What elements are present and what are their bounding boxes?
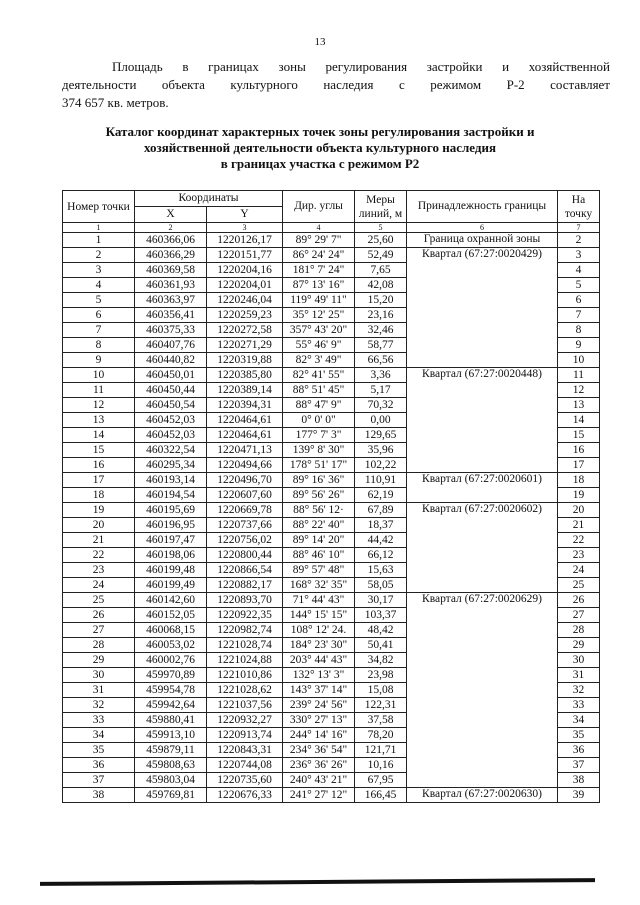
to-point-cell: 7: [558, 308, 600, 323]
direction-angle-cell: 139° 8' 30": [283, 443, 355, 458]
to-point-cell: 6: [558, 293, 600, 308]
to-point-cell: 32: [558, 683, 600, 698]
to-point-cell: 25: [558, 578, 600, 593]
to-point-cell: 17: [558, 458, 600, 473]
direction-angle-cell: 236° 36' 26": [283, 758, 355, 773]
to-point-cell: 21: [558, 518, 600, 533]
point-number-cell: 30: [63, 668, 135, 683]
y-coordinate-cell: 1220882,17: [207, 578, 283, 593]
x-coordinate-cell: 459803,04: [135, 773, 207, 788]
direction-angle-cell: 89° 14' 20": [283, 533, 355, 548]
to-point-cell: 31: [558, 668, 600, 683]
column-number: 3: [207, 223, 283, 233]
direction-angle-cell: 89° 57' 48": [283, 563, 355, 578]
to-point-cell: 3: [558, 248, 600, 263]
y-coordinate-cell: 1220471,13: [207, 443, 283, 458]
point-number-cell: 13: [63, 413, 135, 428]
line-length-cell: 62,19: [355, 488, 407, 503]
point-number-cell: 16: [63, 458, 135, 473]
header-boundary-owner: Принадлежность границы: [407, 191, 558, 223]
x-coordinate-cell: 460452,03: [135, 413, 207, 428]
line-length-cell: 15,63: [355, 563, 407, 578]
line-length-cell: 3,36: [355, 368, 407, 383]
line-length-cell: 10,16: [355, 758, 407, 773]
line-length-cell: 35,96: [355, 443, 407, 458]
x-coordinate-cell: 460053,02: [135, 638, 207, 653]
to-point-cell: 14: [558, 413, 600, 428]
point-number-cell: 4: [63, 278, 135, 293]
x-coordinate-cell: 460152,05: [135, 608, 207, 623]
direction-angle-cell: 177° 7' 3": [283, 428, 355, 443]
column-number: 5: [355, 223, 407, 233]
header-to-point: На точку: [558, 191, 600, 223]
to-point-cell: 37: [558, 758, 600, 773]
line-length-cell: 70,32: [355, 398, 407, 413]
boundary-owner-cell: Квартал (67:27:0020602): [407, 503, 558, 593]
to-point-cell: 8: [558, 323, 600, 338]
table-row: [63, 368, 600, 383]
x-coordinate-cell: 459954,78: [135, 683, 207, 698]
line-length-cell: 23,16: [355, 308, 407, 323]
x-coordinate-cell: 460002,76: [135, 653, 207, 668]
x-coordinate-cell: 460197,47: [135, 533, 207, 548]
y-coordinate-cell: 1220676,33: [207, 788, 283, 803]
x-coordinate-cell: 459880,41: [135, 713, 207, 728]
point-number-cell: 7: [63, 323, 135, 338]
point-number-cell: 27: [63, 623, 135, 638]
point-number-cell: 31: [63, 683, 135, 698]
to-point-cell: 26: [558, 593, 600, 608]
to-point-cell: 9: [558, 338, 600, 353]
to-point-cell: 13: [558, 398, 600, 413]
direction-angle-cell: 240° 43' 21": [283, 773, 355, 788]
direction-angle-cell: 82° 3' 49": [283, 353, 355, 368]
x-coordinate-cell: 460375,33: [135, 323, 207, 338]
line-length-cell: 50,41: [355, 638, 407, 653]
intro-line-1: Площадь в границах зоны регулирования застройки и хозяйственной: [112, 59, 610, 74]
line-length-cell: 122,31: [355, 698, 407, 713]
y-coordinate-cell: 1220151,77: [207, 248, 283, 263]
point-number-cell: 26: [63, 608, 135, 623]
y-coordinate-cell: 1220271,29: [207, 338, 283, 353]
direction-angle-cell: 88° 46' 10": [283, 548, 355, 563]
y-coordinate-cell: 1220932,27: [207, 713, 283, 728]
y-coordinate-cell: 1220982,74: [207, 623, 283, 638]
line-length-cell: 32,46: [355, 323, 407, 338]
x-coordinate-cell: 460322,54: [135, 443, 207, 458]
x-coordinate-cell: 459769,81: [135, 788, 207, 803]
y-coordinate-cell: 1220204,16: [207, 263, 283, 278]
direction-angle-cell: 89° 16' 36": [283, 473, 355, 488]
line-length-cell: 110,91: [355, 473, 407, 488]
y-coordinate-cell: 1220126,17: [207, 233, 283, 248]
direction-angle-cell: 71° 44' 43": [283, 593, 355, 608]
x-coordinate-cell: 459808,63: [135, 758, 207, 773]
intro-line-3: 374 657 кв. метров.: [62, 95, 169, 110]
boundary-owner-cell: Квартал (67:27:0020601): [407, 473, 558, 503]
point-number-cell: 23: [63, 563, 135, 578]
point-number-cell: 19: [63, 503, 135, 518]
to-point-cell: 27: [558, 608, 600, 623]
direction-angle-cell: 89° 29' 7": [283, 233, 355, 248]
line-length-cell: 48,42: [355, 623, 407, 638]
to-point-cell: 24: [558, 563, 600, 578]
y-coordinate-cell: 1220893,70: [207, 593, 283, 608]
line-length-cell: 15,08: [355, 683, 407, 698]
x-coordinate-cell: 459970,89: [135, 668, 207, 683]
direction-angle-cell: 132° 13' 3": [283, 668, 355, 683]
x-coordinate-cell: 459942,64: [135, 698, 207, 713]
y-coordinate-cell: 1220756,02: [207, 533, 283, 548]
line-length-cell: 67,95: [355, 773, 407, 788]
y-coordinate-cell: 1220246,04: [207, 293, 283, 308]
point-number-cell: 1: [63, 233, 135, 248]
point-number-cell: 6: [63, 308, 135, 323]
y-coordinate-cell: 1221010,86: [207, 668, 283, 683]
x-coordinate-cell: 460366,06: [135, 233, 207, 248]
direction-angle-cell: 55° 46' 9": [283, 338, 355, 353]
table-row: [63, 473, 600, 488]
point-number-cell: 32: [63, 698, 135, 713]
direction-angle-cell: 181° 7' 24": [283, 263, 355, 278]
to-point-cell: 15: [558, 428, 600, 443]
x-coordinate-cell: 460450,01: [135, 368, 207, 383]
header-y: Y: [207, 207, 283, 223]
x-coordinate-cell: 460198,06: [135, 548, 207, 563]
line-length-cell: 15,20: [355, 293, 407, 308]
line-length-cell: 66,12: [355, 548, 407, 563]
column-number: 6: [407, 223, 558, 233]
line-length-cell: 44,42: [355, 533, 407, 548]
to-point-cell: 29: [558, 638, 600, 653]
direction-angle-cell: 241° 27' 12": [283, 788, 355, 803]
line-length-cell: 103,37: [355, 608, 407, 623]
y-coordinate-cell: 1220204,01: [207, 278, 283, 293]
line-length-cell: 102,22: [355, 458, 407, 473]
catalog-heading: [0, 124, 640, 172]
point-number-cell: 3: [63, 263, 135, 278]
y-coordinate-cell: 1220272,58: [207, 323, 283, 338]
to-point-cell: 2: [558, 233, 600, 248]
boundary-owner-cell: Граница охранной зоны: [407, 233, 558, 248]
direction-angle-cell: 88° 56' 12·: [283, 503, 355, 518]
y-coordinate-cell: 1220913,74: [207, 728, 283, 743]
to-point-cell: 30: [558, 653, 600, 668]
y-coordinate-cell: 1220319,88: [207, 353, 283, 368]
to-point-cell: 19: [558, 488, 600, 503]
y-coordinate-cell: 1220496,70: [207, 473, 283, 488]
line-length-cell: 58,77: [355, 338, 407, 353]
x-coordinate-cell: 459879,11: [135, 743, 207, 758]
direction-angle-cell: 87° 13' 16": [283, 278, 355, 293]
point-number-cell: 9: [63, 353, 135, 368]
to-point-cell: 34: [558, 713, 600, 728]
column-number: 4: [283, 223, 355, 233]
point-number-cell: 18: [63, 488, 135, 503]
x-coordinate-cell: 460142,60: [135, 593, 207, 608]
line-length-cell: 58,05: [355, 578, 407, 593]
point-number-cell: 37: [63, 773, 135, 788]
direction-angle-cell: 82° 41' 55": [283, 368, 355, 383]
point-number-cell: 38: [63, 788, 135, 803]
direction-angle-cell: 178° 51' 17": [283, 458, 355, 473]
direction-angle-cell: 89° 56' 26": [283, 488, 355, 503]
x-coordinate-cell: 460068,15: [135, 623, 207, 638]
line-length-cell: 37,58: [355, 713, 407, 728]
to-point-cell: 18: [558, 473, 600, 488]
x-coordinate-cell: 460366,29: [135, 248, 207, 263]
table-row: [63, 503, 600, 518]
to-point-cell: 11: [558, 368, 600, 383]
y-coordinate-cell: 1220737,66: [207, 518, 283, 533]
to-point-cell: 20: [558, 503, 600, 518]
x-coordinate-cell: 460295,34: [135, 458, 207, 473]
x-coordinate-cell: 460361,93: [135, 278, 207, 293]
y-coordinate-cell: 1220843,31: [207, 743, 283, 758]
column-number: 7: [558, 223, 600, 233]
direction-angle-cell: 168° 32' 35": [283, 578, 355, 593]
point-number-cell: 12: [63, 398, 135, 413]
boundary-owner-cell: Квартал (67:27:0020629): [407, 593, 558, 788]
x-coordinate-cell: 460356,41: [135, 308, 207, 323]
header-point-number: Номер точки: [63, 191, 135, 223]
to-point-cell: 36: [558, 743, 600, 758]
point-number-cell: 33: [63, 713, 135, 728]
to-point-cell: 23: [558, 548, 600, 563]
direction-angle-cell: 203° 44' 43": [283, 653, 355, 668]
to-point-cell: 22: [558, 533, 600, 548]
table-row: [63, 248, 600, 263]
y-coordinate-cell: 1220735,60: [207, 773, 283, 788]
y-coordinate-cell: 1221028,74: [207, 638, 283, 653]
table-row: [63, 593, 600, 608]
line-length-cell: 7,65: [355, 263, 407, 278]
point-number-cell: 20: [63, 518, 135, 533]
direction-angle-cell: 234° 36' 54": [283, 743, 355, 758]
table-body: [63, 233, 600, 803]
direction-angle-cell: 88° 47' 9": [283, 398, 355, 413]
y-coordinate-cell: 1220607,60: [207, 488, 283, 503]
to-point-cell: 5: [558, 278, 600, 293]
y-coordinate-cell: 1221024,88: [207, 653, 283, 668]
intro-line-2: деятельности объекта культурного наследия с режимом Р-2 составляет: [62, 77, 610, 92]
point-number-cell: 22: [63, 548, 135, 563]
point-number-cell: 36: [63, 758, 135, 773]
x-coordinate-cell: 460440,82: [135, 353, 207, 368]
y-coordinate-cell: 1220866,54: [207, 563, 283, 578]
y-coordinate-cell: 1220259,23: [207, 308, 283, 323]
table-row: [63, 233, 600, 248]
line-length-cell: 23,98: [355, 668, 407, 683]
intro-paragraph: [62, 58, 610, 112]
direction-angle-cell: 239° 24' 56": [283, 698, 355, 713]
point-number-cell: 34: [63, 728, 135, 743]
point-number-cell: 11: [63, 383, 135, 398]
direction-angle-cell: 86° 24' 24": [283, 248, 355, 263]
header-directional-angles: Дир. углы: [283, 191, 355, 223]
line-length-cell: 42,08: [355, 278, 407, 293]
x-coordinate-cell: 460450,54: [135, 398, 207, 413]
point-number-cell: 14: [63, 428, 135, 443]
direction-angle-cell: 330° 27' 13": [283, 713, 355, 728]
line-length-cell: 78,20: [355, 728, 407, 743]
direction-angle-cell: 244° 14' 16": [283, 728, 355, 743]
y-coordinate-cell: 1220385,80: [207, 368, 283, 383]
boundary-owner-cell: Квартал (67:27:0020429): [407, 248, 558, 368]
column-number: 1: [63, 223, 135, 233]
x-coordinate-cell: 460363,97: [135, 293, 207, 308]
to-point-cell: 28: [558, 623, 600, 638]
direction-angle-cell: 357° 43' 20": [283, 323, 355, 338]
line-length-cell: 25,60: [355, 233, 407, 248]
point-number-cell: 28: [63, 638, 135, 653]
line-length-cell: 67,89: [355, 503, 407, 518]
x-coordinate-cell: 460452,03: [135, 428, 207, 443]
column-number: 2: [135, 223, 207, 233]
x-coordinate-cell: 460199,48: [135, 563, 207, 578]
x-coordinate-cell: 460407,76: [135, 338, 207, 353]
point-number-cell: 2: [63, 248, 135, 263]
x-coordinate-cell: 460450,44: [135, 383, 207, 398]
to-point-cell: 10: [558, 353, 600, 368]
point-number-cell: 5: [63, 293, 135, 308]
line-length-cell: 30,17: [355, 593, 407, 608]
line-length-cell: 166,45: [355, 788, 407, 803]
footer-rule: [40, 878, 595, 886]
y-coordinate-cell: 1220744,08: [207, 758, 283, 773]
to-point-cell: 4: [558, 263, 600, 278]
x-coordinate-cell: 460199,49: [135, 578, 207, 593]
y-coordinate-cell: 1221037,56: [207, 698, 283, 713]
line-length-cell: 0,00: [355, 413, 407, 428]
direction-angle-cell: 35° 12' 25": [283, 308, 355, 323]
point-number-cell: 29: [63, 653, 135, 668]
line-length-cell: 5,17: [355, 383, 407, 398]
y-coordinate-cell: 1221028,62: [207, 683, 283, 698]
header-line-lengths: Меры линий, м: [355, 191, 407, 223]
line-length-cell: 34,82: [355, 653, 407, 668]
point-number-cell: 15: [63, 443, 135, 458]
direction-angle-cell: 108° 12' 24.: [283, 623, 355, 638]
x-coordinate-cell: 460369,58: [135, 263, 207, 278]
point-number-cell: 17: [63, 473, 135, 488]
header-coordinates: Координаты: [135, 191, 283, 207]
direction-angle-cell: 88° 22' 40": [283, 518, 355, 533]
line-length-cell: 121,71: [355, 743, 407, 758]
point-number-cell: 10: [63, 368, 135, 383]
to-point-cell: 12: [558, 383, 600, 398]
point-number-cell: 8: [63, 338, 135, 353]
x-coordinate-cell: 460195,69: [135, 503, 207, 518]
direction-angle-cell: 144° 15' 15": [283, 608, 355, 623]
to-point-cell: 33: [558, 698, 600, 713]
header-x: X: [135, 207, 207, 223]
point-number-cell: 35: [63, 743, 135, 758]
y-coordinate-cell: 1220464,61: [207, 428, 283, 443]
coordinates-table: [62, 190, 600, 803]
direction-angle-cell: 0° 0' 0": [283, 413, 355, 428]
y-coordinate-cell: 1220669,78: [207, 503, 283, 518]
y-coordinate-cell: 1220922,35: [207, 608, 283, 623]
to-point-cell: 38: [558, 773, 600, 788]
heading-line-2: хозяйственной деятельности объекта культурного наследия: [144, 140, 496, 155]
direction-angle-cell: 119° 49' 11": [283, 293, 355, 308]
table-row: [63, 788, 600, 803]
point-number-cell: 24: [63, 578, 135, 593]
x-coordinate-cell: 460196,95: [135, 518, 207, 533]
y-coordinate-cell: 1220800,44: [207, 548, 283, 563]
x-coordinate-cell: 459913,10: [135, 728, 207, 743]
point-number-cell: 21: [63, 533, 135, 548]
direction-angle-cell: 143° 37' 14": [283, 683, 355, 698]
y-coordinate-cell: 1220494,66: [207, 458, 283, 473]
direction-angle-cell: 88° 51' 45": [283, 383, 355, 398]
x-coordinate-cell: 460194,54: [135, 488, 207, 503]
y-coordinate-cell: 1220464,61: [207, 413, 283, 428]
page-number: 13: [314, 36, 326, 48]
line-length-cell: 66,56: [355, 353, 407, 368]
point-number-cell: 25: [63, 593, 135, 608]
direction-angle-cell: 184° 23' 30": [283, 638, 355, 653]
boundary-owner-cell: Квартал (67:27:0020448): [407, 368, 558, 473]
to-point-cell: 39: [558, 788, 600, 803]
x-coordinate-cell: 460193,14: [135, 473, 207, 488]
line-length-cell: 18,37: [355, 518, 407, 533]
line-length-cell: 129,65: [355, 428, 407, 443]
boundary-owner-cell: Квартал (67:27:0020630): [407, 788, 558, 803]
heading-line-1: Каталог координат характерных точек зоны регулирования застройки и: [105, 124, 535, 139]
heading-line-3: в границах участка с режимом Р2: [220, 156, 420, 171]
to-point-cell: 35: [558, 728, 600, 743]
line-length-cell: 52,49: [355, 248, 407, 263]
to-point-cell: 16: [558, 443, 600, 458]
y-coordinate-cell: 1220389,14: [207, 383, 283, 398]
y-coordinate-cell: 1220394,31: [207, 398, 283, 413]
